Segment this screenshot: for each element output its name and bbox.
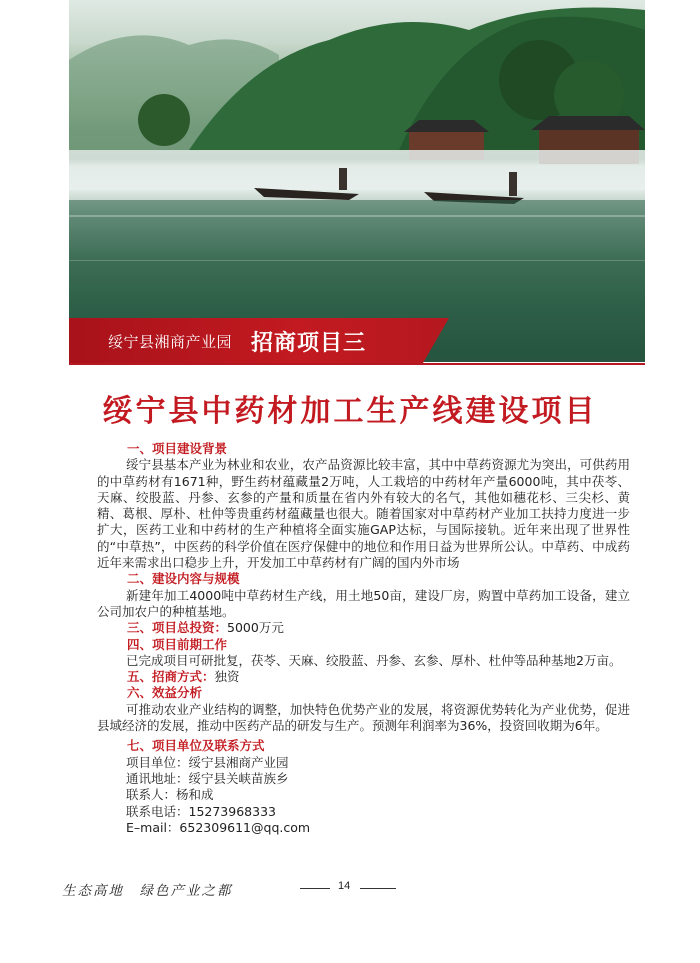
investment-value: 5000万元 (227, 620, 284, 636)
investment-mode-value: 独资 (214, 669, 240, 685)
investment-mode-label: 五、招商方式： (127, 669, 215, 685)
contact-person: 联系人：杨和成 (126, 787, 214, 803)
banner-title: 招商项目三 (251, 331, 367, 356)
section-text-background: 绥宁县基本产业为林业和农业，农产品资源比较丰富，其中中草药资源尤为突出，可供药用的中草药材有1671种，野生药材蕴藏量2万吨，人工栽培的中药材年产量6000吨，其中茯苓、天麻、绞股蓝、丹参、玄参的产量和质量在省内外有较大的名气，其他如穗花杉、三尖杉、黄精、葛根、厚朴、杜仲等贵重药材蕴藏量也很大。随着国家对中草药材产业加工扶持力度进一步扩大，医药工业和中药材的生产种植将全面实施GAP达标，与国际接轨。近年来出现了世界性的“中草热”，中医药的科学价值在医疗保健中的地位和作用日益为世界所公认。中草药、中成药近年来需求出口稳步上升，开发加工中草药材有广阔的国内外市场 (97, 457, 630, 571)
hero-lake-photo (69, 0, 645, 362)
investment-label: 三、项目总投资： (127, 620, 228, 636)
section-heading-preliminary: 四、项目前期工作 (127, 636, 228, 652)
contact-phone: 联系电话：15273968333 (126, 803, 276, 819)
contact-email: E–mail：652309611@qq.com (126, 819, 311, 835)
section-text-benefit: 可推动农业产业结构的调整，加快特色优势产业的发展，将资源优势转化为产业优势，促进县域经济的发展，推动中医药产品的研发与生产。预测年利润率为36%，投资回收期为6年。 (97, 701, 630, 734)
section-heading-scope: 二、建设内容与规模 (127, 571, 240, 587)
lake-scene-illustration (69, 0, 645, 362)
banner-divider (69, 363, 645, 365)
contact-unit: 项目单位：绥宁县湘商产业园 (126, 754, 289, 770)
section-heading-contact: 七、项目单位及联系方式 (127, 738, 265, 754)
page-title: 绥宁县中药材加工生产线建设项目 (102, 394, 598, 429)
footer-rule-right (360, 888, 396, 889)
page-number: 14 (338, 880, 351, 892)
section-heading-investment (97, 620, 630, 636)
contact-address: 通讯地址：绥宁县关峡苗族乡 (126, 770, 289, 786)
section-text-scope: 新建年加工4000吨中草药材生产线，用土地50亩，建设厂房，购置中草药加工设备，建立公司加农户的种植基地。 (97, 587, 630, 619)
section-heading-background: 一、项目建设背景 (127, 441, 228, 456)
project-content (97, 441, 630, 836)
banner-subtitle: 绥宁县湘商产业园 (108, 333, 233, 351)
footer-slogan: 生态高地 绿色产业之都 (62, 883, 233, 899)
section-text-preliminary: 已完成项目可研批复，茯苓、天麻、绞股蓝、丹参、玄参、厚朴、杜仲等品种基地2万亩。 (126, 652, 622, 668)
footer-rule-left (300, 888, 330, 889)
section-heading-benefit: 六、效益分析 (127, 685, 203, 701)
section-heading-investment-mode (97, 669, 630, 685)
